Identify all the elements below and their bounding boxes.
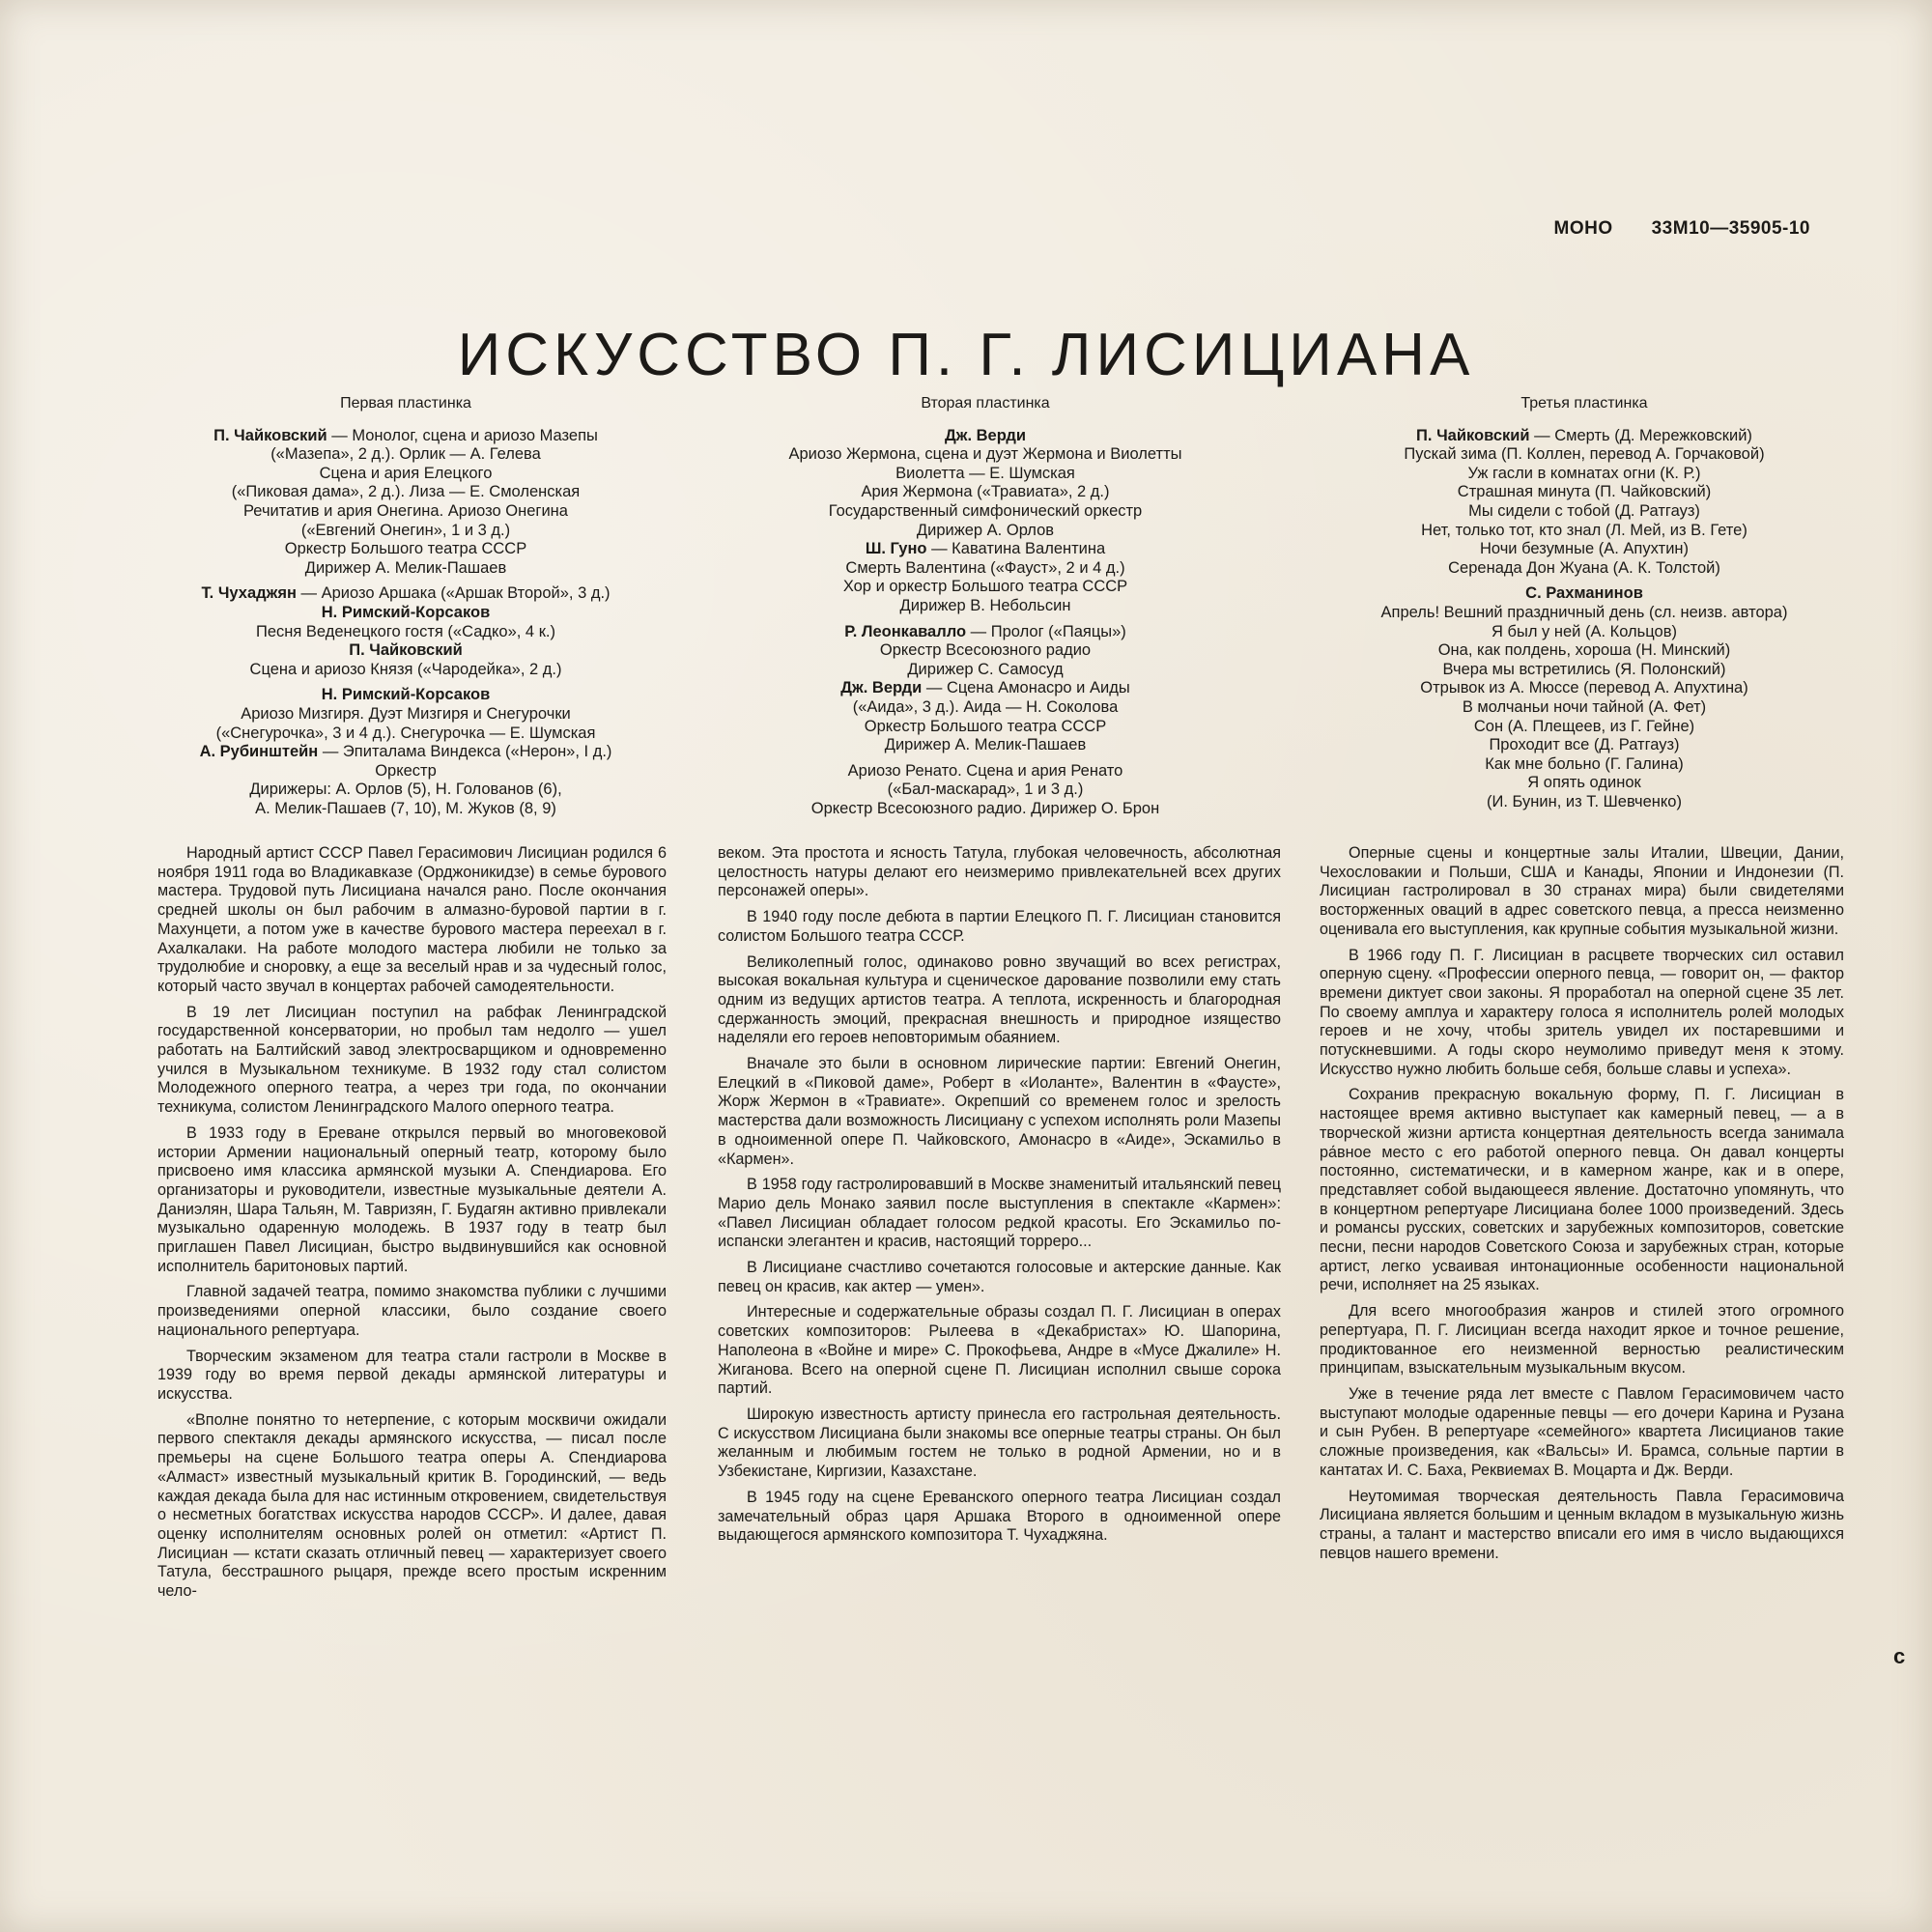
bio-paragraph: Интересные и содержательные образы создал П. Г. Лисициан в операх советских композиторов: Рылеева в «Декабристах» Ю. Шапорина, Наполеона в «Войне и мире» С. Прокофьева, Андре в «Мусе Джалиле» Н. Жиганова. Всего на оперной сцене П. Лисициан исполнил свыше сорока партий.	[718, 1303, 1281, 1398]
track-row	[715, 698, 1256, 718]
composer-name: А. Рубинштейн	[199, 743, 319, 761]
track-text: Ария Жермона («Травиата», 2 д.)	[861, 483, 1110, 501]
track-row	[145, 522, 667, 541]
tracklist-disc-3	[1314, 394, 1855, 811]
composer-name: Р. Леонкавалло	[844, 622, 967, 640]
track-row	[715, 578, 1256, 597]
disc-heading: Третья пластинка	[1520, 395, 1648, 412]
bio-paragraph: Главной задачей театра, помимо знакомства публики с лучшими произведениями оперной классики, было создание своего национального репертуара.	[157, 1283, 667, 1339]
track-text: Речитатив и ария Онегина. Ариозо Онегина	[243, 501, 568, 520]
track-text: Серенада Дон Жуана (А. К. Толстой)	[1448, 558, 1720, 577]
track-row	[145, 483, 667, 502]
track-row	[1314, 483, 1855, 502]
catalog-number	[1554, 218, 1811, 240]
bio-paragraph: В 1958 году гастролировавший в Москве знаменитый итальянский певец Марио дель Монако заявил после выступления в спектакле «Кармен»: «Павел Лисициан обладает голосом редкой красоты. Его Эскамильо по-испански элегантен и красив, настоящий торреро...	[718, 1176, 1281, 1251]
track-text: Ариозо Мизгиря. Дуэт Мизгиря и Снегурочки	[241, 704, 571, 723]
track-text: (И. Бунин, из Т. Шевченко)	[1487, 792, 1682, 810]
track-text: Дирижеры: А. Орлов (5), Н. Голованов (6),	[249, 781, 562, 799]
track-row	[145, 762, 667, 781]
bio-paragraph: «Вполне понятно то нетерпение, с которым москвичи ожидали первого спектакля декады армянского искусства, — писал после премьеры на сцене Большого театра оперы А. Спендиарова «Алмаст» известный музыкальный критик В. Городинский, — ведь каждая декада была для нас истинным откровением, свидетельствуя о несметных богатствах искусства народов СССР». И далее, давая оценку исполнителям основных ролей он отметил: «Артист П. Лисициан — кстати сказать отличный певец — характеризует своего Татула, бесстрашного рыцаря, прежде всего простым искренним чело-	[157, 1410, 667, 1601]
composer-name: Н. Римский-Корсаков	[321, 603, 491, 621]
track-text: Нет, только тот, кто знал (Л. Мей, из В. Гете)	[1421, 521, 1747, 539]
track-row	[715, 641, 1256, 661]
track-row	[1314, 559, 1855, 579]
track-text: Оркестр Всесоюзного радио	[879, 641, 1092, 660]
track-text: («Снегурочка», 3 и 4 д.). Снегурочка — Е. Шумская	[215, 724, 596, 742]
track-row	[1314, 604, 1855, 623]
track-text: — Эпиталама Виндекса («Нерон», I д.)	[318, 743, 612, 761]
composer-name: Н. Римский-Корсаков	[321, 686, 491, 704]
track-text: («Аида», 3 д.). Аида — Н. Соколова	[852, 697, 1119, 716]
track-row	[1314, 584, 1855, 604]
track-row	[1314, 623, 1855, 642]
tracklist-disc-2	[715, 394, 1256, 818]
bio-paragraph: В 19 лет Лисициан поступил на рабфак Ленинградской государственной консерватории, но пробыл там недолго — ушел работать на Балтийский завод электросварщиком и одновременно учился в Музыкальном техникуме. В 1932 году стал солистом Молодежного оперного театра, а через три года, по окончании техникума, солистом Ленинградского Малого оперного театра.	[157, 1003, 667, 1117]
biography-column-1	[157, 844, 667, 1608]
track-row	[1314, 522, 1855, 541]
track-rows	[145, 427, 667, 819]
track-text: Сцена и ария Елецкого	[319, 464, 493, 482]
track-row	[715, 781, 1256, 800]
track-row	[145, 584, 667, 604]
track-text: Мы сидели с тобой (Д. Ратгауз)	[1468, 501, 1700, 520]
composer-name: П. Чайковский	[213, 426, 327, 444]
track-row	[145, 724, 667, 744]
bio-paragraph: В Лисициане счастливо сочетаются голосовые и актерские данные. Как певец он красив, как актер — умен».	[718, 1259, 1281, 1295]
track-text: Дирижер В. Небольсин	[899, 596, 1071, 614]
bio-paragraph: Неутомимая творческая деятельность Павла Герасимовича Лисициана является большим и ценным вкладом в музыкальную жизнь страны, а талант и мастерство вписали его имя в число выдающихся певцов нашего времени.	[1320, 1487, 1844, 1562]
track-row	[145, 661, 667, 680]
track-text: («Пиковая дама», 2 д.). Лиза — Е. Смоленская	[231, 483, 581, 501]
biography-column-2	[718, 844, 1281, 1552]
track-text: Смерть Валентина («Фауст», 2 и 4 д.)	[845, 558, 1125, 577]
track-text: Оркестр Всесоюзного радио. Дирижер О. Брон	[810, 799, 1160, 817]
bio-paragraph: Сохранив прекрасную вокальную форму, П. Г. Лисициан в настоящее время активно выступает как камерный певец, — а в творческой жизни артиста концертная деятельность всегда занимала ра́вное место с его работой оперного певца. Он давал концерты постоянно, систематически, и в камерном жанре, как и в опере, представляет собой выдающееся явление. Достаточно упомянуть, что в концертном репертуаре Лисициана более 1000 произведений. Здесь и романсы русских, советских и зарубежных композиторов, советские песни, песни народов Советского Союза и зарубежных стран, которые артист, легко усваивая интонационные особенности национальной речи, исполняет на 25 языках.	[1320, 1086, 1844, 1294]
bio-paragraph: В 1945 году на сцене Ереванского оперного театра Лисициан создал замечательный образ царя Аршака Второго в одноименной опере выдающегося армянского композитора Т. Чухаджяна.	[718, 1488, 1281, 1545]
track-row	[1314, 793, 1855, 812]
track-text: Вчера мы встретились (Я. Полонский)	[1442, 660, 1726, 678]
track-row	[145, 445, 667, 465]
track-row	[1314, 427, 1855, 446]
track-row	[145, 800, 667, 819]
track-text: Проходит все (Д. Ратгауз)	[1489, 736, 1680, 754]
tracklist-disc-1	[145, 394, 667, 818]
track-row	[145, 502, 667, 522]
composer-name: С. Рахманинов	[1525, 584, 1643, 603]
track-text: Дирижер А. Мелик-Пашаев	[304, 558, 507, 577]
track-row	[715, 540, 1256, 559]
track-text: («Мазепа», 2 д.). Орлик — А. Гелева	[270, 445, 541, 464]
catalog-code: 33М10—35905-10	[1651, 218, 1810, 239]
track-row	[145, 641, 667, 661]
track-text: Хор и оркестр Большого театра СССР	[842, 578, 1128, 596]
track-text: Я был у ней (А. Кольцов)	[1492, 622, 1677, 640]
biography-column-3	[1320, 844, 1844, 1570]
composer-name: Т. Чухаджян	[201, 584, 297, 603]
bio-paragraph: Великолепный голос, одинаково ровно звучащий во всех регистрах, высокая вокальная культура и сценическое дарование позволили ему стать одним из ведущих артистов театра. А теплота, искренность и благородная сдержанность эмоций, прекрасная внешность и природное изящество наделяли его героев неповторимым обаянием.	[718, 952, 1281, 1047]
track-row	[145, 604, 667, 623]
track-text: («Евгений Онегин», 1 и 3 д.)	[300, 521, 511, 539]
track-text: Я опять одинок	[1527, 774, 1641, 792]
track-row	[715, 522, 1256, 541]
track-row	[1314, 445, 1855, 465]
track-text: Апрель! Вешний праздничный день (сл. неизв. автора)	[1380, 603, 1788, 621]
track-text: Дирижер С. Самосуд	[907, 660, 1064, 678]
bio-paragraph: В 1940 году после дебюта в партии Елецкого П. Г. Лисициан становится солистом Большого театра СССР.	[718, 908, 1281, 945]
composer-name: Дж. Верди	[840, 679, 923, 697]
bio-paragraph: Для всего многообразия жанров и стилей этого огромного репертуара, П. Г. Лисициан всегда находит яркое и точное решение, продиктованное его неизменной верностью реалистическим принципам, взыскательным музыкальным вкусом.	[1320, 1302, 1844, 1378]
track-row	[145, 781, 667, 800]
track-text: Оркестр Большого театра СССР	[284, 540, 527, 558]
bio-paragraph: Народный артист СССР Павел Герасимович Лисициан родился 6 ноября 1911 года во Владикавказе (Орджоникидзе) в семье бурового мастера. Трудовой путь Лисициана начался рано. После окончания средней школы он был рабочим в алмазно-буровой партии в г. Махунцети, а потом уже в качестве бурового мастера переехал в г. Ахалкалаки. На работе молодого мастера любили не только за трудолюбие и сноровку, а еще за веселый нрав и за чудесный голос, который часто звучал в концертах рабочей самодеятельности.	[157, 844, 667, 995]
track-row	[715, 445, 1256, 465]
track-row	[715, 800, 1256, 819]
track-row	[1314, 718, 1855, 737]
track-text: Сцена и ариозо Князя («Чародейка», 2 д.)	[249, 660, 562, 678]
track-row	[145, 465, 667, 484]
track-row	[1314, 641, 1855, 661]
track-row	[1314, 679, 1855, 698]
bio-paragraph: В 1933 году в Ереване открылся первый во многовековой истории Армении национальный оперный театр, которому было присвоено имя классика армянской музыки А. Спендиарова. Его организаторы и руководители, известные музыкальные деятели А. Даниэлян, Шара Тальян, М. Тавризян, Г. Будагян активно привлекали музыкально одаренную молодежь. В 1937 году в театр был приглашен Павел Лисициан, быстро выдвинувшийся как основной исполнитель баритоновых партий.	[157, 1123, 667, 1275]
track-text: — Смерть (Д. Мережковский)	[1529, 426, 1752, 444]
track-text: Песня Веденецкого гостя («Садко», 4 к.)	[256, 622, 555, 640]
track-row	[145, 705, 667, 724]
track-row	[715, 427, 1256, 446]
bio-paragraph: В 1966 году П. Г. Лисициан в расцвете творческих сил оставил оперную сцену. «Профессии оперного певца, — говорит он, — фактор времени диктует свои законы. Я проработал на оперной сцене 35 лет. По своему амплуа и характеру голоса я исполнитель ролей молодых героев и не хочу, чтобы зритель увидел их постаревшими и потускневшими. А годы скоро неумолимо приведут меня к этому. Искусство нужно любить больше себя, больше славы и успеха».	[1320, 946, 1844, 1078]
track-row	[1314, 774, 1855, 793]
track-text: Уж гасли в комнатах огни (К. Р.)	[1467, 464, 1701, 482]
track-row	[715, 483, 1256, 502]
track-text: Ариозо Ренато. Сцена и ария Ренато	[847, 761, 1123, 780]
track-text: Страшная минута (П. Чайковский)	[1457, 483, 1712, 501]
track-text: Ночи безумные (А. Апухтин)	[1479, 540, 1690, 558]
corner-mark: с	[1893, 1644, 1906, 1668]
track-row	[145, 559, 667, 579]
composer-name: П. Чайковский	[1416, 426, 1530, 444]
track-row	[1314, 465, 1855, 484]
track-row	[715, 718, 1256, 737]
track-text: — Пролог («Паяцы»)	[966, 622, 1126, 640]
track-row	[1314, 502, 1855, 522]
bio-paragraph: Уже в течение ряда лет вместе с Павлом Герасимовичем часто выступают молодые одаренные певцы — его дочери Карина и Рузана и сын Рубен. В репертуаре «семейного» квартета Лисицианов такие сложные произведения, как «Вальсы» И. Брамса, сольные партии в кантатах И. С. Баха, Реквиемах В. Моцарта и Дж. Верди.	[1320, 1384, 1844, 1479]
track-row	[1314, 698, 1855, 718]
track-row	[145, 623, 667, 642]
track-text: Оркестр	[375, 761, 437, 780]
track-row	[715, 597, 1256, 616]
bio-paragraph: веком. Эта простота и ясность Татула, глубокая человечность, абсолютная целостность натуры делают его неизмеримо привлекательней всех других персонажей оперы».	[718, 844, 1281, 900]
track-row	[715, 502, 1256, 522]
disc-heading: Первая пластинка	[340, 395, 471, 412]
track-text: Как мне больно (Г. Галина)	[1485, 754, 1684, 773]
track-row	[715, 679, 1256, 698]
track-text: Дирижер А. Мелик-Пашаев	[884, 736, 1087, 754]
track-row	[1314, 736, 1855, 755]
mono-label: МОНО	[1553, 218, 1613, 239]
track-row	[715, 736, 1256, 755]
track-text: («Бал-маскарад», 1 и 3 д.)	[887, 781, 1084, 799]
disc-heading: Вторая пластинка	[921, 395, 1050, 412]
track-row	[715, 559, 1256, 579]
track-row	[1314, 540, 1855, 559]
track-text: Ариозо Жермона, сцена и дуэт Жермона и Виолетты	[788, 445, 1182, 464]
track-text: Государственный симфонический оркестр	[828, 501, 1143, 520]
track-text: Отрывок из А. Мюссе (перевод А. Апухтина)	[1420, 679, 1748, 697]
track-text: Оркестр Большого театра СССР	[864, 717, 1107, 735]
composer-name: Дж. Верди	[945, 426, 1026, 444]
track-text: — Ариозо Аршака («Аршак Второй», 3 д.)	[296, 584, 611, 603]
track-row	[715, 623, 1256, 642]
composer-name: П. Чайковский	[349, 641, 463, 660]
track-row	[1314, 661, 1855, 680]
track-row	[715, 465, 1256, 484]
track-text: — Сцена Амонасро и Аиды	[922, 679, 1130, 697]
page-title: ИСКУССТВО П. Г. ЛИСИЦИАНА	[457, 321, 1475, 388]
track-row	[145, 540, 667, 559]
bio-paragraph: Широкую известность артисту принесла его гастрольная деятельность. С искусством Лисициана были знакомы все оперные театры страны. Он был желанным и любимым гостем не только в родной Армении, но и в Узбекистане, Киргизии, Казахстане.	[718, 1405, 1281, 1481]
composer-name: Ш. Гуно	[865, 540, 927, 558]
track-row	[1314, 755, 1855, 775]
track-text: А. Мелик-Пашаев (7, 10), М. Жуков (8, 9)	[255, 799, 556, 817]
track-text: Виолетта — Е. Шумская	[895, 464, 1075, 482]
track-rows	[715, 427, 1256, 819]
track-row	[715, 661, 1256, 680]
track-row	[145, 686, 667, 705]
track-text: В молчаньи ночи тайной (А. Фет)	[1462, 697, 1707, 716]
track-row	[145, 427, 667, 446]
track-row	[715, 762, 1256, 781]
track-row	[145, 743, 667, 762]
track-text: — Монолог, сцена и ариозо Мазепы	[327, 426, 598, 444]
track-rows	[1314, 427, 1855, 812]
bio-paragraph: Вначале это были в основном лирические партии: Евгений Онегин, Елецкий в «Пиковой даме», Роберт в «Иоланте», Валентин в «Фаусте», Жорж Жермон в «Травиате». Окрепший со временем голос и зрелость мастерства дали возможность Лисициану с успехом исполнять роли Мазепы в одноименной опере П. Чайковского, Амонасро в «Аиде», Эскамильо в «Кармен».	[718, 1055, 1281, 1168]
track-text: Дирижер А. Орлов	[916, 521, 1055, 539]
bio-paragraph: Оперные сцены и концертные залы Италии, Швеции, Дании, Чехословакии и Польши, США и Канады, Японии и Индонезии (П. Лисициан гастролировал в 30 странах мира) были свидетелями восторженных оваций в адрес советского певца, а пресса неизменно оценивала его выступления, как крупные события музыкальной жизни.	[1320, 844, 1844, 938]
track-text: Сон (А. Плещеев, из Г. Гейне)	[1473, 717, 1695, 735]
track-text: — Каватина Валентина	[926, 540, 1106, 558]
track-text: Она, как полдень, хороша (Н. Минский)	[1437, 641, 1731, 660]
bio-paragraph: Творческим экзаменом для театра стали гастроли в Москве в 1939 году во время первой декады армянской литературы и искусства.	[157, 1347, 667, 1403]
track-text: Пускай зима (П. Коллен, перевод А. Горчаковой)	[1404, 445, 1765, 464]
